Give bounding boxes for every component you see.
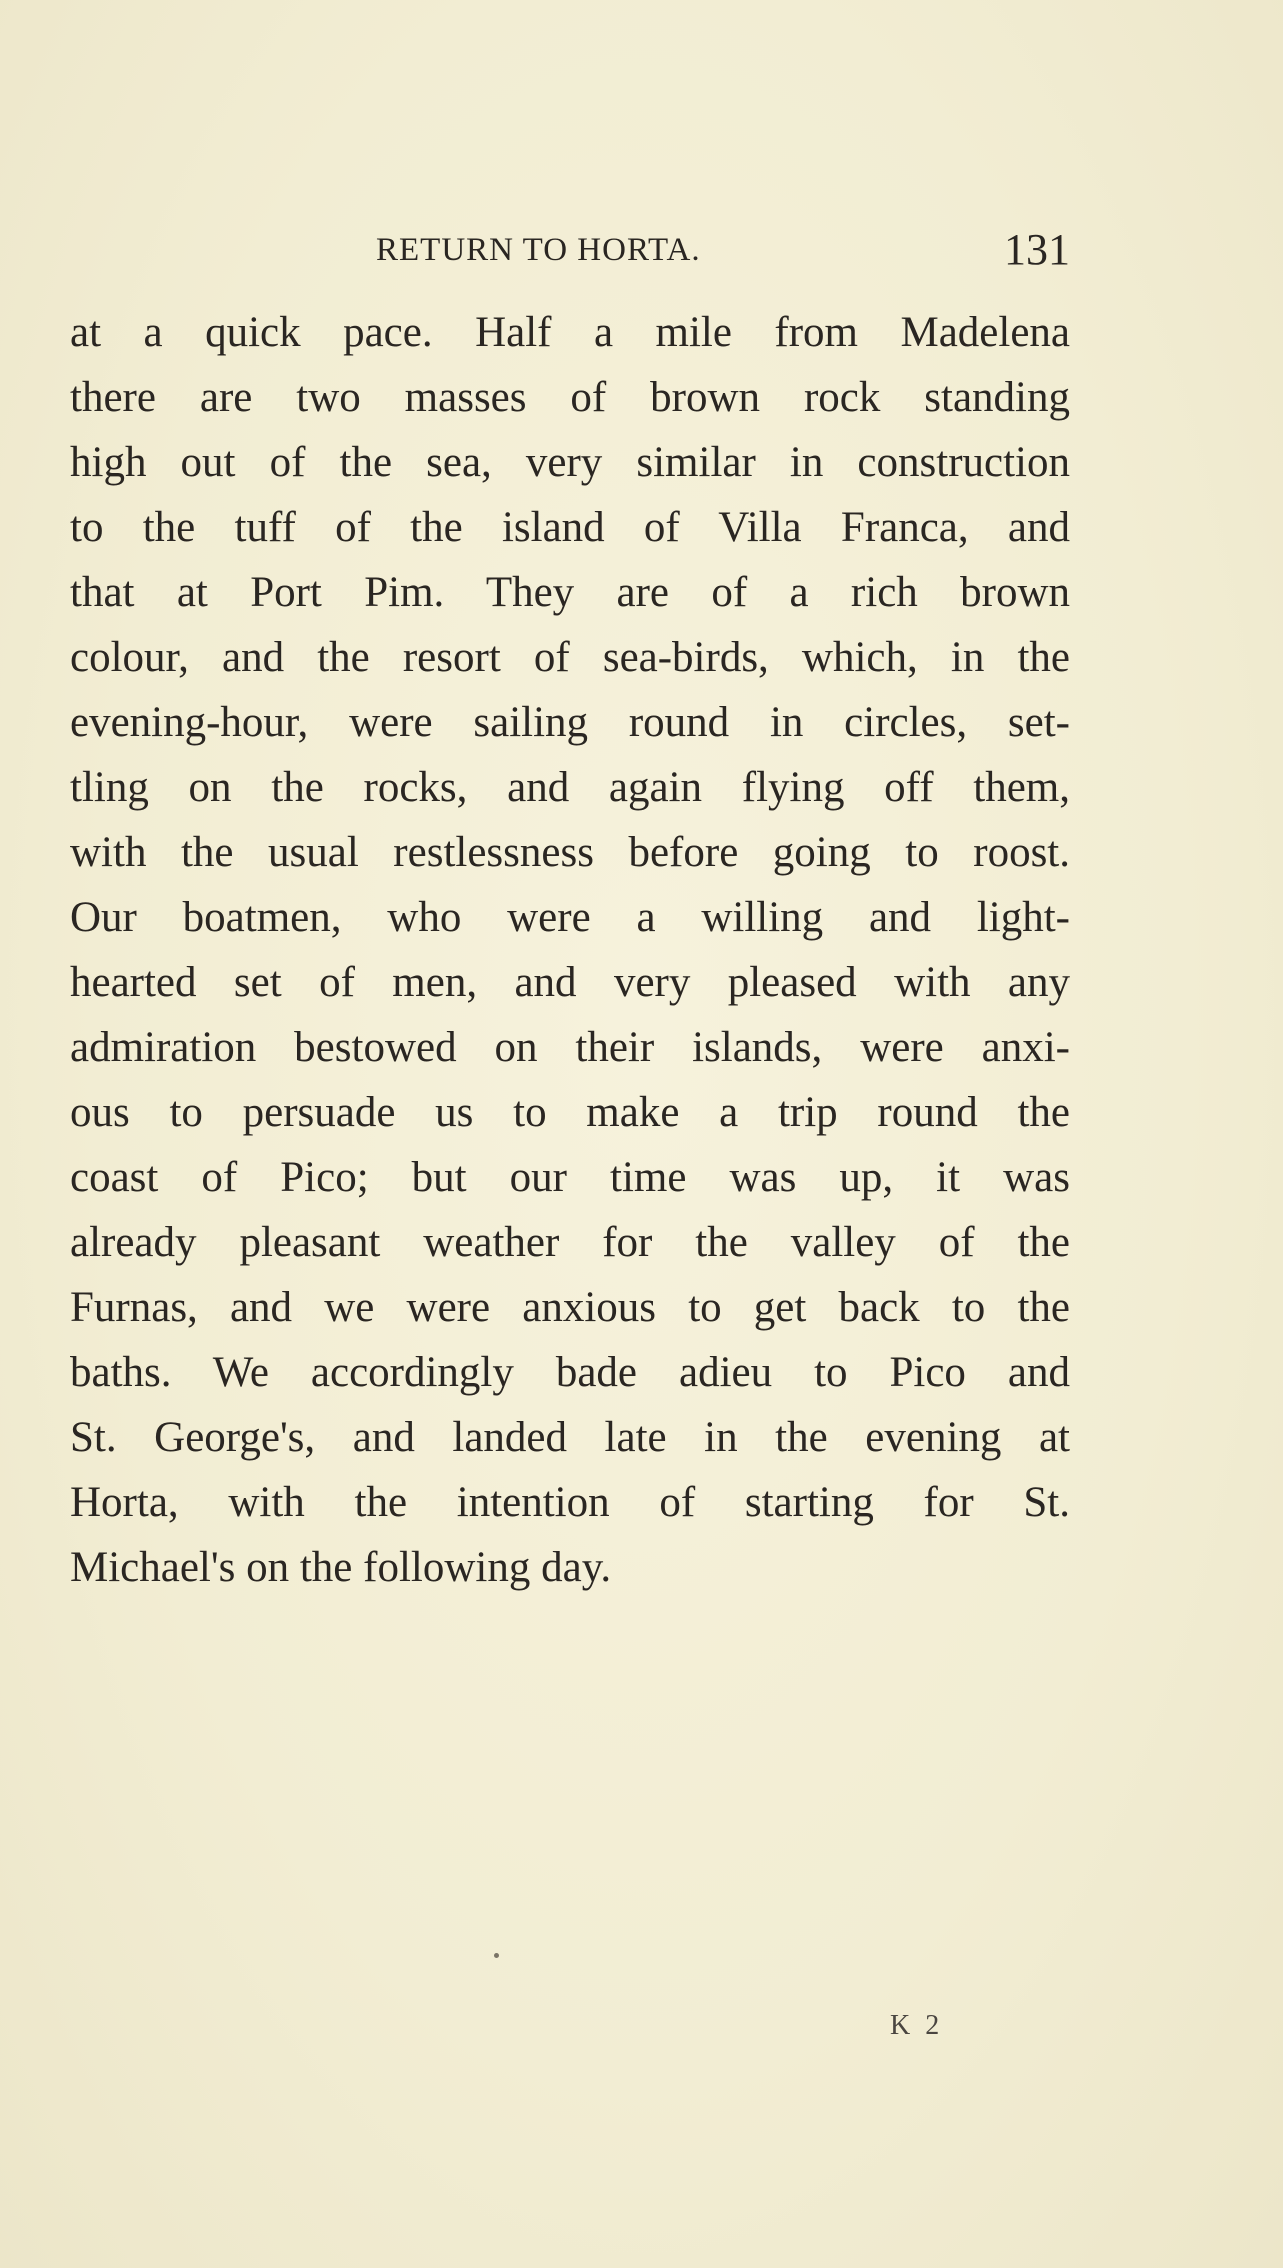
text-line: that at Port Pim. They are of a rich brown: [70, 569, 1070, 616]
text-line: ous to persuade us to make a trip round the: [70, 1089, 1070, 1136]
signature-mark: K 2: [890, 2010, 944, 2041]
text-line: baths. We accordingly bade adieu to Pico and: [70, 1349, 1070, 1396]
text-line: Furnas, and we were anxious to get back to the: [70, 1284, 1070, 1331]
running-title: RETURN TO HORTA.: [376, 232, 701, 268]
text-line: to the tuff of the island of Villa Franca, and: [70, 504, 1070, 551]
text-line: with the usual restlessness before going to roost.: [70, 829, 1070, 876]
text-line: already pleasant weather for the valley of the: [70, 1219, 1070, 1266]
text-line: there are two masses of brown rock standing: [70, 374, 1070, 421]
text-line: colour, and the resort of sea-birds, which, in the: [70, 634, 1070, 681]
text-line: tling on the rocks, and again flying off them,: [70, 764, 1070, 811]
body-text: [70, 300, 1070, 1600]
text-line: admiration bestowed on their islands, were anxi-: [70, 1024, 1070, 1071]
text-line: evening-hour, were sailing round in circles, set-: [70, 699, 1070, 746]
running-head: [70, 225, 1070, 288]
text-line: hearted set of men, and very pleased with any: [70, 959, 1070, 1006]
page-number: 131: [1004, 225, 1070, 274]
text-line: Our boatmen, who were a willing and light-: [70, 894, 1070, 941]
text-line: coast of Pico; but our time was up, it was: [70, 1154, 1070, 1201]
text-line: high out of the sea, very similar in construction: [70, 439, 1070, 486]
text-line-last: Michael's on the following day.: [70, 1544, 612, 1591]
text-line: at a quick pace. Half a mile from Madelena: [70, 309, 1070, 356]
ink-speck: [494, 1953, 499, 1958]
text-line: St. George's, and landed late in the evening at: [70, 1414, 1070, 1461]
text-line: Horta, with the intention of starting for St.: [70, 1479, 1070, 1526]
